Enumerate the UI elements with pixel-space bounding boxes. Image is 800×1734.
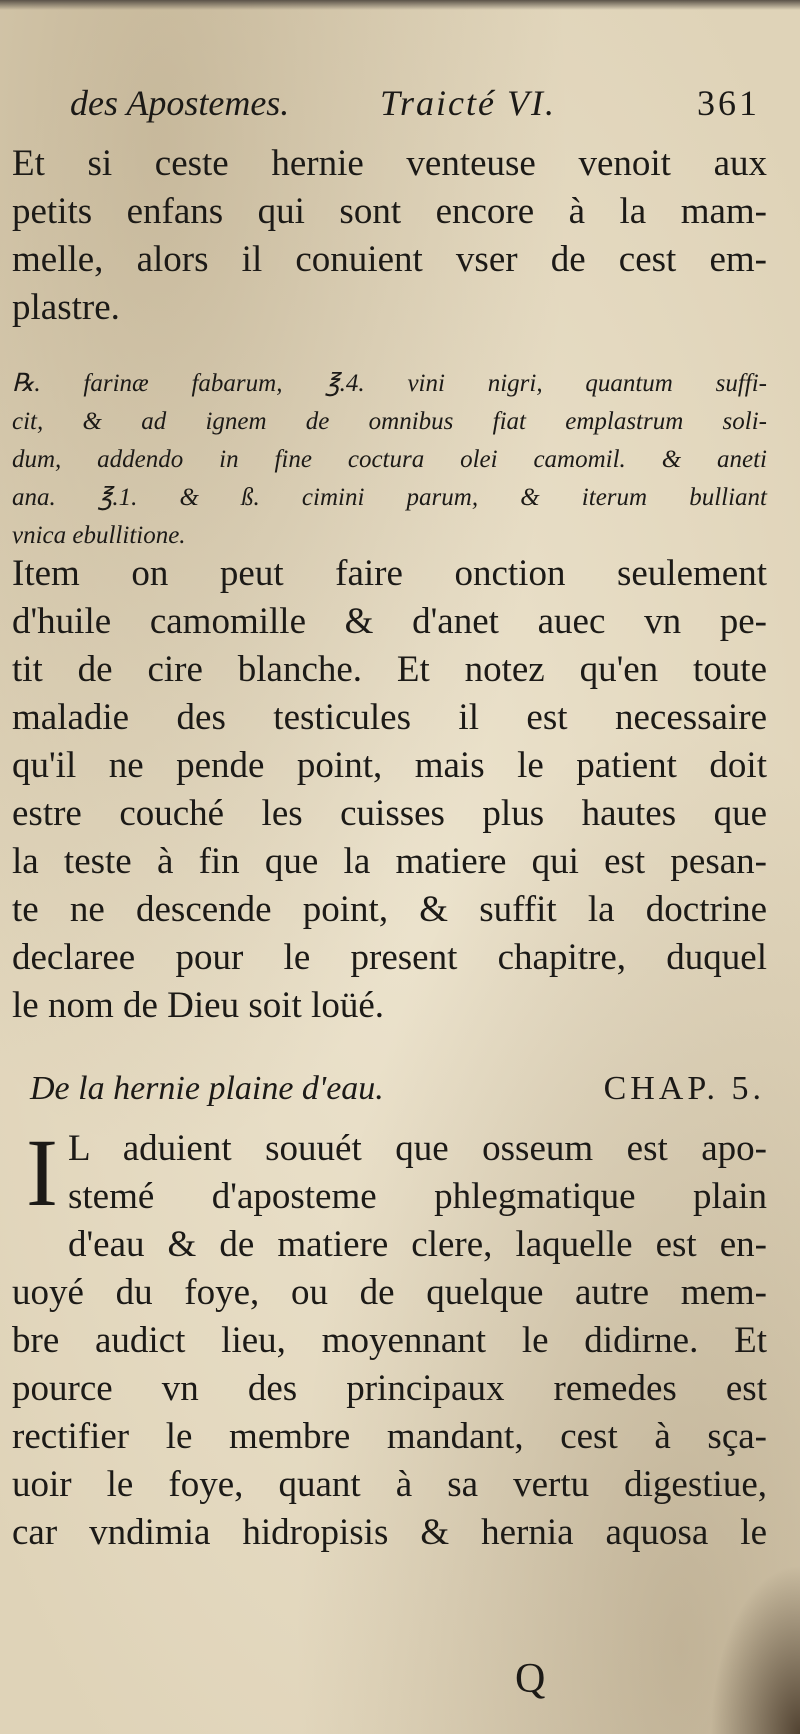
paragraph-1 <box>12 140 767 332</box>
text-line: bre audict lieu, moyennant le didirne. Et <box>12 1320 767 1361</box>
text-line: declaree pour le present chapitre, duquel <box>12 937 767 978</box>
text-line: te ne descende point, & suffit la doctrine <box>12 889 767 930</box>
text-line: estre couché les cuisses plus hautes que <box>12 793 767 834</box>
corner-stain <box>710 1564 800 1734</box>
text-line: tit de cire blanche. Et notez qu'en toute <box>12 649 767 690</box>
recipe-line: cit, & ad ignem de omnibus fiat emplastrum soli- <box>12 408 767 435</box>
catchword: Q <box>515 1656 546 1702</box>
text-line: pource vn des principaux remedes est <box>12 1368 767 1409</box>
text-line: petits enfans qui sont encore à la mam- <box>12 191 767 232</box>
recipe-line: vnica ebullitione. <box>12 522 186 549</box>
text-line: Et si ceste hernie venteuse venoit aux <box>12 143 767 184</box>
recipe-line: ana. ℥.1. & ß. cimini parum, & iterum bulliant <box>12 484 767 511</box>
text-line: maladie des testicules il est necessaire <box>12 697 767 738</box>
text-line: le nom de Dieu soit loüé. <box>12 985 384 1026</box>
page-number: 361 <box>697 83 760 123</box>
header-left-title: des Apostemes. <box>70 83 290 123</box>
text-line: plastre. <box>12 287 120 328</box>
drop-cap: I <box>26 1119 58 1226</box>
recipe-line: ℞. farinæ fabarum, ℥.4. vini nigri, quantum suffi- <box>12 370 767 397</box>
text-line: d'eau & de matiere clere, laquelle est en- <box>68 1224 767 1265</box>
text-line: rectifier le membre mandant, cest à sça- <box>12 1416 767 1457</box>
text-line: uoir le foye, quant à sa vertu digestiue, <box>12 1464 767 1505</box>
text-line: L aduient souuét que osseum est apo- <box>68 1128 767 1169</box>
recipe-paragraph <box>12 365 767 555</box>
chapter-number: CHAP. 5. <box>603 1070 765 1107</box>
text-line: melle, alors il conuient vser de cest em- <box>12 239 767 280</box>
chapter-heading <box>30 1070 765 1120</box>
text-line: la teste à fin que la matiere qui est pesan- <box>12 841 767 882</box>
paragraph-3 <box>12 1119 767 1557</box>
text-line: qu'il ne pende point, mais le patient doit <box>12 745 767 786</box>
text-line: car vndimia hidropisis & hernia aquosa le <box>12 1512 767 1553</box>
text-line: stemé d'aposteme phlegmatique plain <box>68 1176 767 1217</box>
text-line: d'huile camomille & d'anet auec vn pe- <box>12 601 767 642</box>
paragraph-2 <box>12 550 767 1030</box>
chapter-title: De la hernie plaine d'eau. <box>30 1070 384 1107</box>
header-center-title: Traicté VI. <box>380 83 556 123</box>
recipe-line: dum, addendo in fine coctura olei camomil. & aneti <box>12 446 767 473</box>
text-line: Item on peut faire onction seulement <box>12 553 767 594</box>
running-header <box>70 82 760 142</box>
text-line: uoyé du foye, ou de quelque autre mem- <box>12 1272 767 1313</box>
page-top-edge <box>0 0 800 10</box>
